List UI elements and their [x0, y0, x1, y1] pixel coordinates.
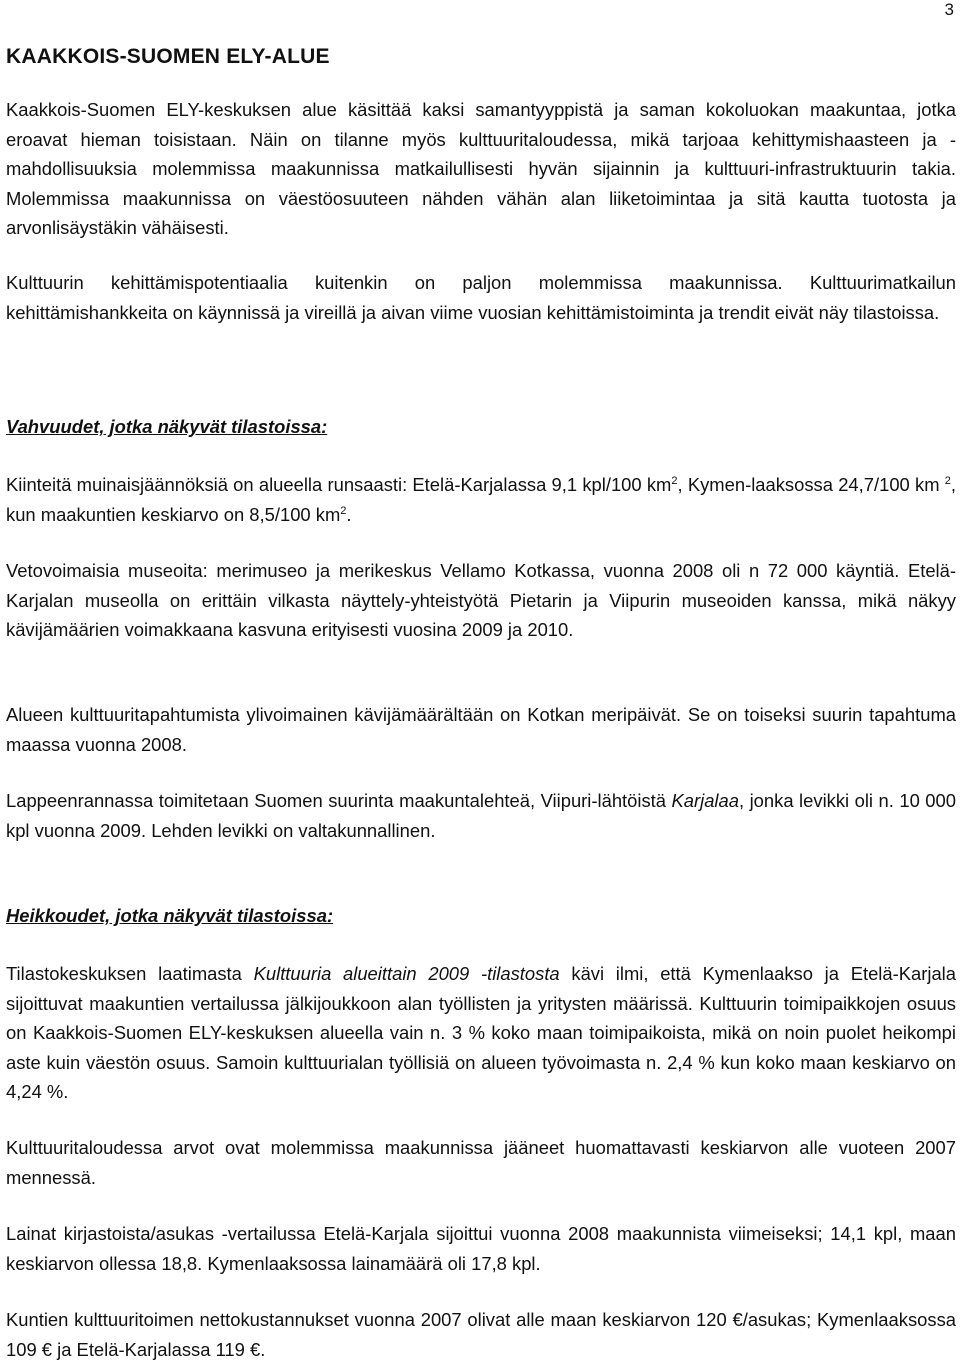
weaknesses-paragraph-4: Kuntien kulttuuritoimen nettokustannukset vuonna 2007 olivat alle maan keskiarvon 120 €/asukas; Kymenlaaksossa 109 € ja Etelä-Karjalassa 119 €. — [6, 1309, 956, 1360]
weaknesses-paragraph-1 — [6, 959, 956, 1107]
newspaper-name: Karjalaa — [671, 790, 739, 811]
strengths-p4-text-b: , jonka levikki oli n. 10 000 kpl vuonna 2009. Lehden levikki on valtakunnallinen. — [6, 790, 956, 841]
page-number: 3 — [944, 0, 954, 19]
weaknesses-heading: Heikkoudet, jotka näkyvät tilastoissa: — [6, 905, 334, 926]
strengths-p1-text-d: . — [346, 503, 352, 525]
strengths-p1-text-c: , kun maakuntien keskiarvo on 8,5/100 km — [6, 474, 956, 525]
weaknesses-p1-text-a: Tilastokeskuksen laatimasta — [6, 963, 254, 984]
weaknesses-paragraph-3: Lainat kirjastoista/asukas -vertailussa Etelä-Karjala sijoittui vuonna 2008 maakunnista viimeiseksi; 14,1 kpl, maan keskiarvon ollessa 18,8. Kymenlaaksossa lainamäärä oli 17,8 kpl. — [6, 1223, 956, 1274]
superscript: 2 — [671, 474, 678, 487]
weaknesses-paragraph-2: Kulttuuritaloudessa arvot ovat molemmissa maakunnissa jääneet huomattavasti keskiarvon alle vuoteen 2007 mennessä. — [6, 1137, 956, 1188]
strengths-paragraph-2: Vetovoimaisia museoita: merimuseo ja merikeskus Vellamo Kotkassa, vuonna 2008 oli n 72 000 käyntiä. Etelä-Karjalan museolla on erittäin vilkasta näyttely-yhteistyötä Pietarin ja Viipurin museoiden kanssa, mikä näkyy kävijämäärien voimakkaana kasvuna erityisesti vuosina 2009 ja 2010. — [6, 560, 956, 641]
strengths-paragraph-4 — [6, 786, 956, 845]
intro-paragraph-2: Kulttuurin kehittämispotentiaalia kuitenkin on paljon molemmissa maakunnissa. Kulttuurimatkailun kehittämishankkeita on käynnissä ja vireillä ja aivan viime vuosian kehittämistoiminta ja trendit eivät näy tilastoissa. — [6, 272, 956, 323]
strengths-paragraph-3: Alueen kulttuuritapahtumista ylivoimainen kävijämäärältään on Kotkan meripäivät. Se on toiseksi suurin tapahtuma maassa vuonna 2008. — [6, 704, 956, 755]
superscript: 2 — [340, 504, 347, 517]
strengths-p1-text-a: Kiinteitä muinaisjäännöksiä on alueella runsaasti: Etelä-Karjalassa 9,1 kpl/100 km — [6, 474, 672, 495]
strengths-p1-text-b: , Kymen-laaksossa 24,7/100 km — [677, 474, 945, 495]
strengths-paragraph-1 — [6, 470, 956, 529]
document-title: KAAKKOIS-SUOMEN ELY-ALUE — [6, 45, 330, 68]
superscript: 2 — [944, 474, 951, 487]
publication-title: Kulttuuria alueittain 2009 -tilastosta — [253, 963, 560, 984]
strengths-p4-text-a: Lappeenrannassa toimitetaan Suomen suurinta maakuntalehteä, Viipuri-lähtöistä — [6, 790, 672, 811]
weaknesses-p1-text-b: kävi ilmi, että Kymenlaakso ja Etelä-Karjala sijoittuvat maakuntien vertailussa jälkijoukkoon alan työllisten ja yritysten määrissä. Kulttuurin toimipaikkojen osuus on Kaakkois-Suomen ELY-keskuksen alueella vain n. 3 % koko maan toimipaikoista, mikä on noin puolet heikompi aste kuin väestön osuus. Samoin kulttuurialan työllisiä on alueen työvoimasta n. 2,4 % kun koko maan keskiarvo on 4,24 %. — [6, 963, 956, 1103]
strengths-heading: Vahvuudet, jotka näkyvät tilastoissa: — [6, 416, 328, 437]
intro-paragraph-1: Kaakkois-Suomen ELY-keskuksen alue käsittää kaksi samantyyppistä ja saman kokoluokan maakuntaa, jotka eroavat hieman toisistaan. Näin on tilanne myös kulttuuritaloudessa, mikä tarjoaa kehittymishaasteen ja -mahdollisuuksia molemmissa maakunnissa matkailullisesti hyvän sijainnin ja kulttuuri-infrastruktuurin takia. Molemmissa maakunnissa on väestöosuuteen nähden vähän alan liiketoimintaa ja sitä kautta tuotosta ja arvonlisäystäkin vähäisesti. — [6, 99, 956, 239]
